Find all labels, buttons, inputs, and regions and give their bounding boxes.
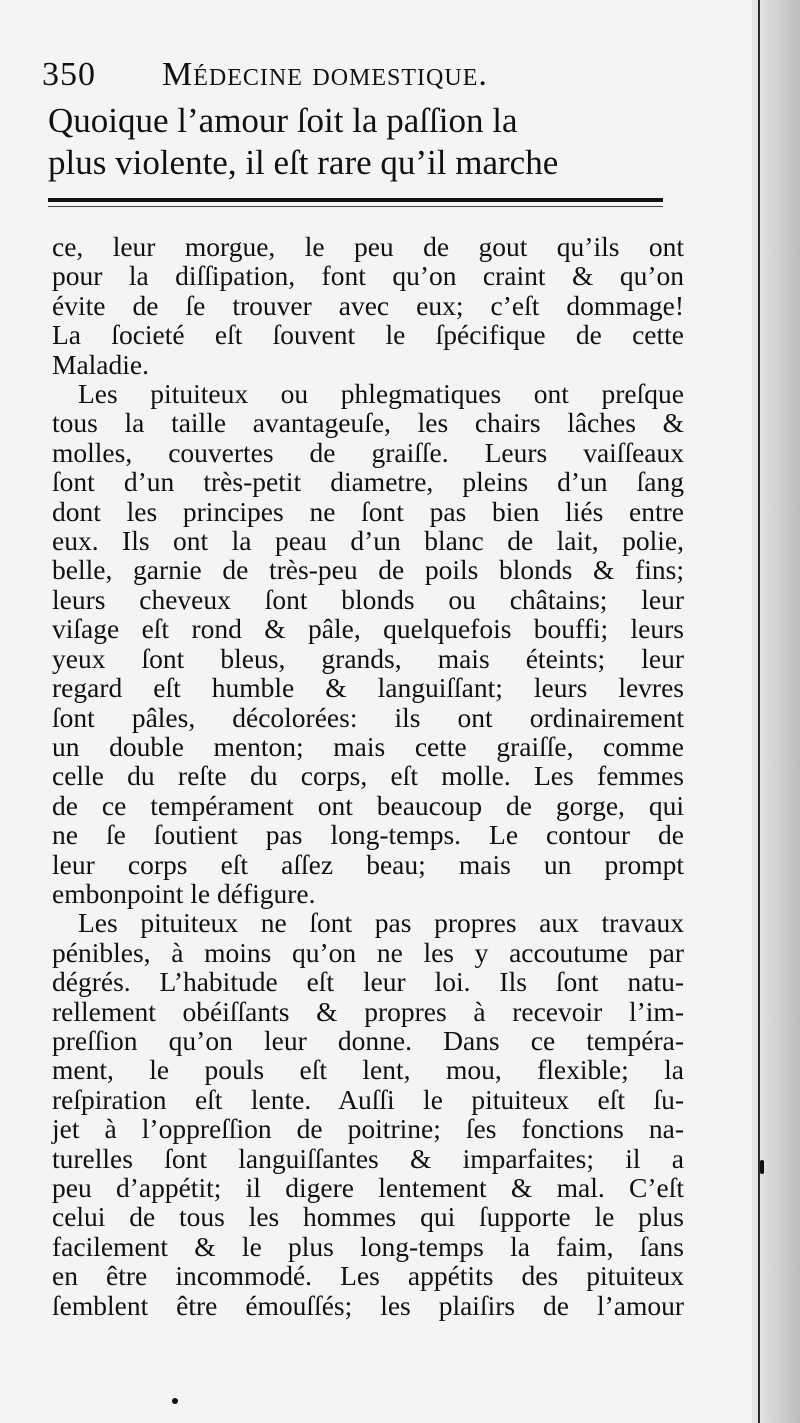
ink-speck — [760, 1160, 764, 1174]
text-line: belle, garnie de très-peu de poils blonds & fins; — [52, 554, 684, 586]
text-line: ſont d’un très-petit diametre, pleins d’un ſang — [52, 466, 684, 498]
text-line: yeux ſont bleus, grands, mais éteints; leur — [52, 642, 684, 674]
text-line: Les pituiteux ne ſont pas propres aux travaux — [78, 907, 684, 939]
page-edge — [758, 0, 760, 1423]
text-line: viſage eſt rond & pâle, quelquefois bouffi; leurs — [52, 613, 684, 645]
text-line: facilement & le plus long-temps la faim, ſans — [52, 1230, 684, 1262]
overlap-line: plus violente, il eſt rare qu’il marche — [48, 143, 559, 182]
text-line: dégrés. L’habitude eſt leur loi. Ils ſont natu- — [52, 966, 684, 998]
text-line: tous la taille avantageuſe, les chairs lâches & — [52, 407, 684, 439]
text-line: ment, le pouls eſt lent, mou, flexible; la — [52, 1054, 684, 1086]
running-title: Médecine domestique. — [162, 56, 488, 93]
text-line: celle du reſte du corps, eſt molle. Les femmes — [52, 760, 684, 792]
text-line: ſemblent être émouſſés; les plaiſirs de l’amour — [52, 1289, 684, 1321]
text-line: évite de ſe trouver avec eux; c’eſt dommage! — [52, 289, 684, 321]
text-line: en être incommodé. Les appétits des pituiteux — [52, 1260, 684, 1292]
header-rule — [48, 198, 663, 202]
header-rule-thin — [48, 206, 663, 207]
text-line: de ce tempérament ont beaucoup de gorge, qui — [52, 789, 684, 821]
text-line: peu d’appétit; il digere lentement & mal. C’eſt — [52, 1172, 684, 1203]
overlap-line: Quoique l’amour ſoit la paſſion la — [48, 101, 518, 140]
text-line: preſſion qu’on leur donne. Dans ce tempéra- — [52, 1024, 684, 1056]
text-line: ſont pâles, décolorées: ils ont ordinairement — [52, 701, 684, 733]
text-line: jet à l’oppreſſion de poitrine; ſes fonctions na- — [52, 1113, 684, 1145]
text-line: leurs cheveux ſont blonds ou châtains; leur — [52, 583, 684, 615]
text-line: molles, couvertes de graiſſe. Leurs vaiſſeaux — [52, 436, 684, 468]
text-line: Les pituiteux ou phlegmatiques ont preſque — [78, 378, 684, 410]
text-line: celui de tous les hommes qui ſupporte le plus — [52, 1201, 684, 1233]
body-text — [52, 232, 684, 1320]
text-line: Maladie. — [52, 348, 149, 380]
text-line: rellement obéiſſants & propres à recevoir l’im- — [52, 995, 684, 1027]
text-line: turelles ſont languiſſantes & imparfaites; il a — [52, 1142, 684, 1174]
text-line: dont les principes ne ſont pas bien liés entre — [52, 495, 684, 527]
page-number: 350 — [42, 56, 96, 93]
text-line: ce, leur morgue, le peu de gout qu’ils ont — [52, 231, 684, 262]
text-line: un double menton; mais cette graiſſe, comme — [52, 730, 684, 762]
text-line: eux. Ils ont la peau d’un blanc de lait, polie, — [52, 525, 684, 557]
text-line: leur corps eſt aſſez beau; mais un prompt — [52, 848, 684, 880]
text-line: pour la diſſipation, font qu’on craint & qu’on — [52, 260, 684, 292]
text-line: ne ſe ſoutient pas long-temps. Le contour de — [52, 819, 684, 851]
running-head — [42, 50, 682, 96]
text-line: reſpiration eſt lente. Auſſi le pituiteux eſt ſu- — [52, 1083, 684, 1115]
ink-speck — [172, 1398, 178, 1404]
text-line: La ſocieté eſt ſouvent le ſpécifique de cette — [52, 319, 684, 351]
text-line: regard eſt humble & languiſſant; leurs levres — [52, 672, 684, 704]
text-line: embonpoint le défigure. — [52, 877, 316, 909]
text-line: pénibles, à moins qu’on ne les y accoutume par — [52, 936, 684, 968]
